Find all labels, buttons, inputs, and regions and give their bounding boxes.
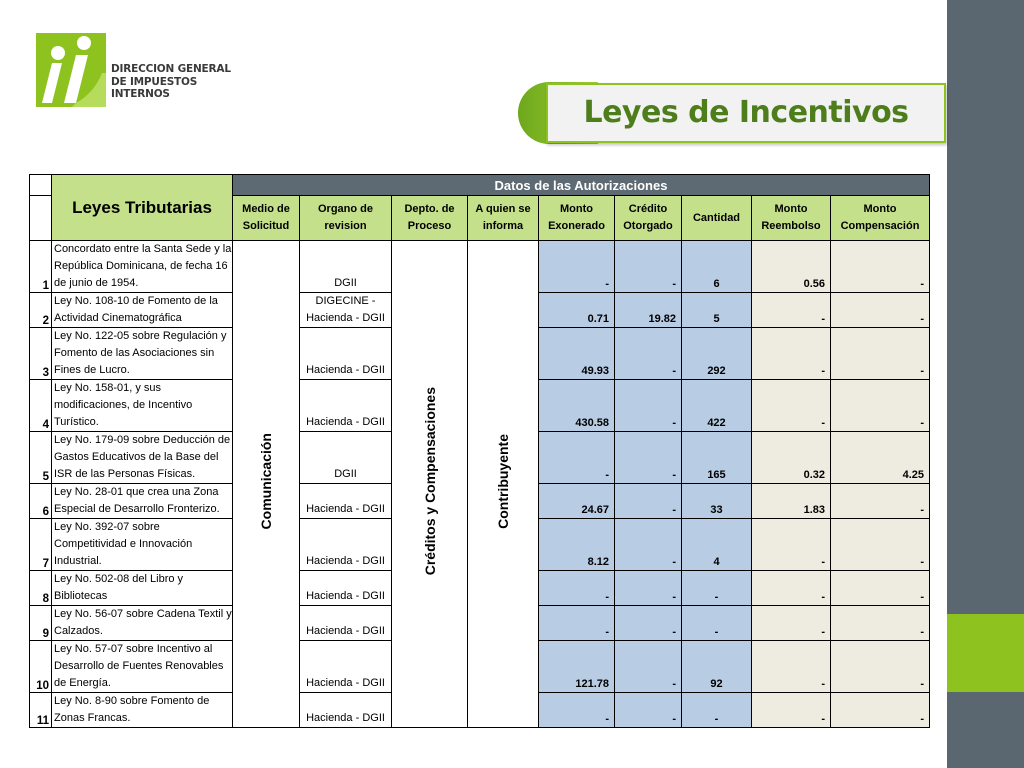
- credito-otorgado-cell: 19.82: [615, 293, 682, 328]
- row-number: 9: [30, 606, 52, 641]
- credito-otorgado-cell: -: [615, 571, 682, 606]
- organo-cell: Hacienda - DGII: [300, 693, 392, 728]
- law-name-cell: Ley No. 56-07 sobre Cadena Textil y Calzados.: [52, 606, 233, 641]
- monto-exonerado-cell: 24.67: [539, 484, 615, 519]
- main-header: Leyes Tributarias: [52, 175, 233, 241]
- organo-cell: Hacienda - DGII: [300, 484, 392, 519]
- credito-otorgado-cell: -: [615, 241, 682, 293]
- row-number: 1: [30, 241, 52, 293]
- cantidad-cell: -: [682, 571, 752, 606]
- monto-exonerado-cell: -: [539, 693, 615, 728]
- credito-otorgado-cell: -: [615, 484, 682, 519]
- cantidad-cell: 165: [682, 432, 752, 484]
- col-header-reembolso: Monto Reembolso: [752, 196, 831, 241]
- credito-otorgado-cell: -: [615, 693, 682, 728]
- row-number: 10: [30, 641, 52, 693]
- row-number: 7: [30, 519, 52, 571]
- row-number: 5: [30, 432, 52, 484]
- monto-reembolso-cell: -: [752, 328, 831, 380]
- monto-reembolso-cell: -: [752, 519, 831, 571]
- dgii-logo-icon: [36, 33, 106, 107]
- organo-cell: Hacienda - DGII: [300, 571, 392, 606]
- organo-cell: DGII: [300, 432, 392, 484]
- organo-cell: Hacienda - DGII: [300, 641, 392, 693]
- col-header-quien: A quien se informa: [468, 196, 539, 241]
- monto-reembolso-cell: 1.83: [752, 484, 831, 519]
- credito-otorgado-cell: -: [615, 641, 682, 693]
- monto-reembolso-cell: 0.56: [752, 241, 831, 293]
- title-banner: [518, 82, 948, 144]
- law-name-cell: Concordato entre la Santa Sede y la República Dominicana, de fecha 16 de junio de 1954.: [52, 241, 233, 293]
- cantidad-cell: 92: [682, 641, 752, 693]
- monto-exonerado-cell: 49.93: [539, 328, 615, 380]
- row-number: 3: [30, 328, 52, 380]
- monto-compensacion-cell: -: [831, 641, 930, 693]
- quien-value: Contribuyente: [495, 434, 511, 529]
- monto-compensacion-cell: -: [831, 328, 930, 380]
- monto-compensacion-cell: -: [831, 519, 930, 571]
- law-name-cell: Ley No. 8-90 sobre Fomento de Zonas Francas.: [52, 693, 233, 728]
- monto-compensacion-cell: 4.25: [831, 432, 930, 484]
- cantidad-cell: 4: [682, 519, 752, 571]
- law-name-cell: Ley No. 108-10 de Fomento de la Actividad Cinematográfica: [52, 293, 233, 328]
- cantidad-cell: 6: [682, 241, 752, 293]
- row-number: 8: [30, 571, 52, 606]
- cantidad-cell: 292: [682, 328, 752, 380]
- monto-exonerado-cell: 8.12: [539, 519, 615, 571]
- monto-exonerado-cell: -: [539, 432, 615, 484]
- col-header-cantidad: Cantidad: [682, 196, 752, 241]
- organo-cell: Hacienda - DGII: [300, 519, 392, 571]
- cantidad-cell: 422: [682, 380, 752, 432]
- cantidad-cell: 33: [682, 484, 752, 519]
- credito-otorgado-cell: -: [615, 606, 682, 641]
- law-name-cell: Ley No. 28-01 que crea una Zona Especial de Desarrollo Fronterizo.: [52, 484, 233, 519]
- medio-cell: [233, 241, 300, 728]
- row-number: 6: [30, 484, 52, 519]
- law-name-cell: Ley No. 57-07 sobre Incentivo al Desarrollo de Fuentes Renovables de Energía.: [52, 641, 233, 693]
- col-header-depto: Depto. de Proceso: [392, 196, 468, 241]
- monto-compensacion-cell: -: [831, 571, 930, 606]
- monto-reembolso-cell: -: [752, 380, 831, 432]
- page-title: Leyes de Incentivos: [583, 95, 909, 130]
- corner-cell: [30, 196, 52, 241]
- corner-cell: [30, 175, 52, 196]
- table-body: [30, 241, 930, 728]
- group-header: Datos de las Autorizaciones: [233, 175, 930, 196]
- monto-reembolso-cell: -: [752, 293, 831, 328]
- law-name-cell: Ley No. 179-09 sobre Deducción de Gastos Educativos de la Base del ISR de las Personas Físicas.: [52, 432, 233, 484]
- table-row: [30, 241, 930, 293]
- organo-cell: Hacienda - DGII: [300, 606, 392, 641]
- side-accent: [947, 614, 1024, 692]
- col-header-medio: Medio de Solicitud: [233, 196, 300, 241]
- law-name-cell: Ley No. 392-07 sobre Competitividad e Innovación Industrial.: [52, 519, 233, 571]
- monto-compensacion-cell: -: [831, 606, 930, 641]
- monto-exonerado-cell: 121.78: [539, 641, 615, 693]
- monto-compensacion-cell: -: [831, 380, 930, 432]
- credito-otorgado-cell: -: [615, 519, 682, 571]
- monto-compensacion-cell: -: [831, 241, 930, 293]
- monto-reembolso-cell: -: [752, 693, 831, 728]
- dgii-logo-text: DIRECCION GENERAL DE IMPUESTOS INTERNOS: [111, 63, 231, 100]
- cantidad-cell: 5: [682, 293, 752, 328]
- cantidad-cell: -: [682, 693, 752, 728]
- monto-compensacion-cell: -: [831, 693, 930, 728]
- law-name-cell: Ley No. 502-08 del Libro y Bibliotecas: [52, 571, 233, 606]
- monto-exonerado-cell: 0.71: [539, 293, 615, 328]
- organo-cell: Hacienda - DGII: [300, 380, 392, 432]
- law-name-cell: Ley No. 158-01, y sus modificaciones, de Incentivo Turístico.: [52, 380, 233, 432]
- monto-exonerado-cell: -: [539, 571, 615, 606]
- medio-value: Comunicación: [258, 433, 274, 530]
- monto-reembolso-cell: -: [752, 571, 831, 606]
- col-header-credito: Crédito Otorgado: [615, 196, 682, 241]
- monto-exonerado-cell: -: [539, 241, 615, 293]
- col-header-organo: Organo de revision: [300, 196, 392, 241]
- monto-compensacion-cell: -: [831, 484, 930, 519]
- col-header-exonerado: Monto Exonerado: [539, 196, 615, 241]
- row-number: 2: [30, 293, 52, 328]
- monto-reembolso-cell: -: [752, 641, 831, 693]
- organo-cell: Hacienda - DGII: [300, 328, 392, 380]
- organo-cell: DIGECINE - Hacienda - DGII: [300, 293, 392, 328]
- credito-otorgado-cell: -: [615, 328, 682, 380]
- dgii-logo: [36, 33, 231, 113]
- incentive-laws-table: [29, 174, 930, 728]
- monto-reembolso-cell: 0.32: [752, 432, 831, 484]
- cantidad-cell: -: [682, 606, 752, 641]
- quien-cell: [468, 241, 539, 728]
- monto-exonerado-cell: -: [539, 606, 615, 641]
- col-header-compensacion: Monto Compensación: [831, 196, 930, 241]
- depto-cell: [392, 241, 468, 728]
- law-name-cell: Ley No. 122-05 sobre Regulación y Fomento de las Asociaciones sin Fines de Lucro.: [52, 328, 233, 380]
- credito-otorgado-cell: -: [615, 432, 682, 484]
- banner-box: [546, 83, 946, 143]
- monto-exonerado-cell: 430.58: [539, 380, 615, 432]
- organo-cell: DGII: [300, 241, 392, 293]
- row-number: 11: [30, 693, 52, 728]
- credito-otorgado-cell: -: [615, 380, 682, 432]
- monto-reembolso-cell: -: [752, 606, 831, 641]
- row-number: 4: [30, 380, 52, 432]
- monto-compensacion-cell: -: [831, 293, 930, 328]
- depto-value: Créditos y Compensaciones: [421, 387, 438, 576]
